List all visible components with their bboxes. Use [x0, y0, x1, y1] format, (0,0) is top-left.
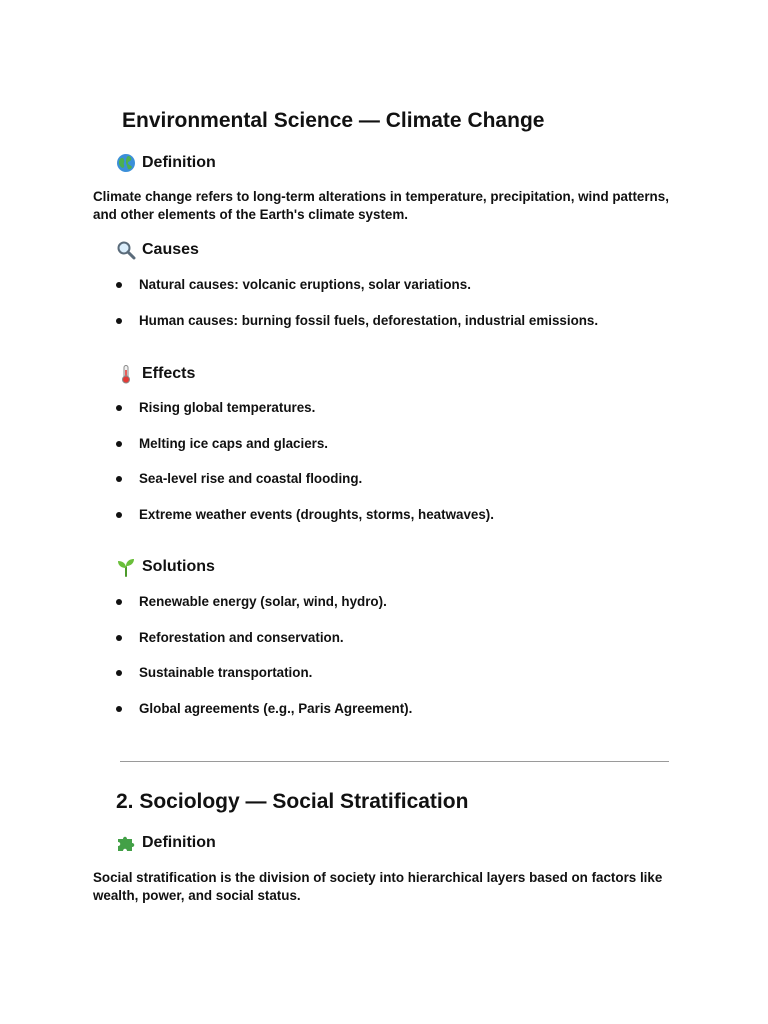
list-item — [116, 399, 494, 435]
list-item — [116, 664, 412, 700]
list-item — [116, 593, 412, 629]
subheading-causes-label: Causes — [142, 241, 199, 258]
subheading-solutions — [116, 557, 215, 577]
section-title-environmental-science: Environmental Science — Climate Change — [122, 109, 545, 132]
list-item-text: Natural causes: volcanic eruptions, solar variations. — [139, 277, 471, 292]
magnifying-glass-icon — [116, 240, 136, 260]
list-item-text: Rising global temperatures. — [139, 400, 316, 415]
bullet-icon — [116, 282, 122, 288]
list-item-text: Renewable energy (solar, wind, hydro). — [139, 594, 387, 609]
sociology-definition-paragraph: Social stratification is the division of society into hierarchical layers based on factors like wealth, power, and social status. — [93, 870, 663, 903]
puzzle-piece-icon — [116, 833, 136, 853]
list-item — [116, 312, 598, 348]
effects-list — [116, 399, 494, 541]
bullet-icon — [116, 318, 122, 324]
thermometer-icon — [116, 364, 136, 384]
subheading-solutions-label: Solutions — [142, 558, 215, 575]
globe-icon — [116, 153, 136, 173]
bullet-icon — [116, 599, 122, 605]
bullet-icon — [116, 476, 122, 482]
subheading-definition-sociology-label: Definition — [142, 834, 216, 851]
subheading-effects — [116, 364, 195, 384]
list-item — [116, 700, 412, 736]
bullet-icon — [116, 441, 122, 447]
list-item-text: Sea-level rise and coastal flooding. — [139, 471, 363, 486]
subheading-causes — [116, 240, 199, 260]
bullet-icon — [116, 512, 122, 518]
bullet-icon — [116, 635, 122, 641]
section-title-sociology: 2. Sociology — Social Stratification — [116, 790, 469, 813]
subheading-definition — [116, 153, 216, 173]
solutions-list — [116, 593, 412, 735]
list-item-text: Melting ice caps and glaciers. — [139, 435, 329, 451]
list-item-text: Extreme weather events (droughts, storms, heatwaves). — [139, 506, 494, 522]
list-item — [116, 629, 412, 665]
bullet-icon — [116, 706, 122, 712]
bullet-icon — [116, 405, 122, 411]
definition-paragraph: Climate change refers to long-term alterations in temperature, precipitation, wind patterns, and other elements of the Earth's climate system. — [93, 189, 669, 222]
bullet-icon — [116, 670, 122, 676]
list-item-text: Reforestation and conservation. — [139, 629, 344, 645]
list-item — [116, 435, 494, 471]
list-item-text: Sustainable transportation. — [139, 665, 313, 680]
subheading-definition-label: Definition — [142, 154, 216, 171]
list-item — [116, 276, 598, 312]
list-item-text: Global agreements (e.g., Paris Agreement). — [139, 700, 413, 716]
list-item-text: Human causes: burning fossil fuels, deforestation, industrial emissions. — [139, 312, 599, 328]
section-divider — [120, 761, 669, 762]
subheading-definition-sociology — [116, 833, 216, 853]
causes-list — [116, 276, 598, 347]
seedling-icon — [116, 557, 136, 577]
list-item — [116, 470, 494, 506]
subheading-effects-label: Effects — [142, 365, 196, 382]
list-item — [116, 506, 494, 542]
